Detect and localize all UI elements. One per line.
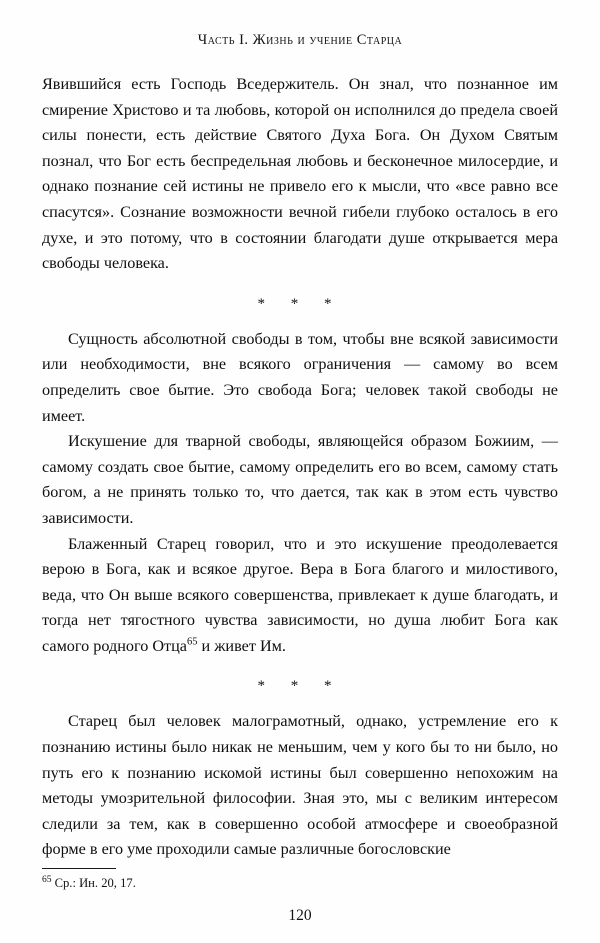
section-divider-2: * * * xyxy=(257,678,343,695)
footnote-marker-65: 65 xyxy=(42,873,52,885)
running-head: Часть I. Жизнь и учение Старца xyxy=(197,32,403,48)
paragraph-3: Искушение для тварной свободы, являющейся образом Божиим, — самому создать свое бытие, самому определить его во всем, самому стать богом, а не принять только то, что дается, так как в этом есть чувство зависимости. xyxy=(42,432,558,527)
body-text-column xyxy=(42,72,558,863)
footnote-separator-rule xyxy=(42,868,116,869)
paragraph-4 xyxy=(42,532,558,660)
page-number: 120 xyxy=(288,907,312,924)
paragraph-4-text-after-footnote-ref: и живет Им. xyxy=(197,636,286,655)
paragraph-4-text-before-footnote-ref: Блаженный Старец говорил, что и это искушение преодолевается верою в Бога, как и всякое другое. Вера в Бога благого и милостивого, веда, что Он выше всякого совершенства, привлекает к душе благодать, и тогда нет тягостного чувства зависимости, но душа любит Бога как самого родного Отца xyxy=(42,534,558,655)
footnote-reference-65[interactable]: 65 xyxy=(186,636,198,648)
footnote-text: Ср.: Ин. 20, 17. xyxy=(54,876,136,890)
paragraph-1: Явившийся есть Господь Вседержитель. Он знал, что познанное им смирение Христово и та любовь, которой он исполнился до предела своей силы понести, есть действие Святого Духа Бога. Он Духом Святым познал, что Бог есть беспредельная любовь и бесконечное милосердие, и однако познание сей истины не привело его к мысли, что «все равно все спасутся». Сознание возможности вечной гибели глубоко осталось в его духе, и это потому, что в состоянии благодати душе открывается мера свободы человека. xyxy=(42,75,558,273)
paragraph-2: Сущность абсолютной свободы в том, чтобы вне всякой зависимости или необходимости, вне всякого ограничения — самому во всем определить свое бытие. Это свобода Бога; человек такой свободы не имеет. xyxy=(42,329,558,425)
footnote-area xyxy=(42,868,558,891)
section-divider-1: * * * xyxy=(257,295,343,312)
paragraph-5: Старец был человек малограмотный, однако, устремление его к познанию истины было никак не меньшим, чем у кого бы то ни было, но путь его к познанию искомой истины был совершенно непохожим на методы умозрительной философии. Зная это, мы с великим интересом следили за тем, как в совершенно особой атмосфере и своеобразной форме в его уме проходили самые различные богословские xyxy=(42,712,558,859)
footnote-entry xyxy=(42,875,558,891)
